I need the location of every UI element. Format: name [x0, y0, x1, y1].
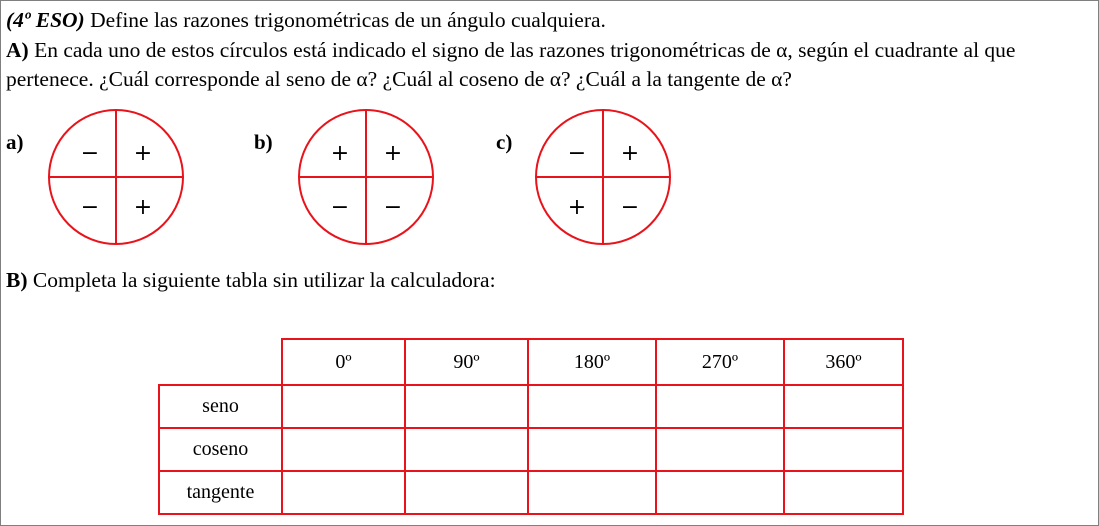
exercise-title: Define las razones trigonométricas de un ángulo cualquiera.	[84, 8, 606, 32]
table-cell[interactable]	[282, 471, 405, 514]
table-header-cell: 360º	[784, 339, 903, 385]
circle-a-q4-sign: +	[133, 195, 153, 220]
circle-c-q3-sign: +	[567, 195, 587, 220]
circle-c-q1-sign: +	[620, 141, 640, 166]
table-corner-cell	[159, 339, 282, 385]
part-a-statement	[6, 36, 1092, 94]
table-cell[interactable]	[784, 471, 903, 514]
table-header-cell: 180º	[528, 339, 656, 385]
trig-values-table	[158, 338, 904, 515]
level-label: (4º ESO)	[6, 8, 85, 32]
table-cell[interactable]	[656, 428, 784, 471]
circle-b-q1-sign: +	[383, 141, 403, 166]
table-cell[interactable]	[784, 428, 903, 471]
table-header-cell: 270º	[656, 339, 784, 385]
circle-a-label: a)	[6, 130, 24, 154]
table-row	[159, 428, 903, 471]
table-row	[159, 471, 903, 514]
circle-a	[45, 106, 187, 248]
part-b-statement	[6, 268, 496, 293]
circle-b	[295, 106, 437, 248]
part-a-text: En cada uno de estos círculos está indicado el signo de las razones trigonométricas de α, según el cuadrante al que pertenece. ¿Cuál corresponde al seno de α? ¿Cuál al coseno de α? ¿Cuál a la tangente de α?	[6, 38, 1016, 91]
table-cell[interactable]	[528, 428, 656, 471]
circle-b-q3-sign: −	[330, 195, 350, 220]
exercise-heading	[6, 6, 1092, 35]
part-b-text: Completa la siguiente tabla sin utilizar la calculadora:	[27, 268, 496, 292]
table-cell[interactable]	[405, 428, 528, 471]
circle-c-q4-sign: −	[620, 195, 640, 220]
part-b-label: B)	[6, 268, 28, 292]
table-cell[interactable]	[656, 385, 784, 428]
table-header-cell: 90º	[405, 339, 528, 385]
row-label-coseno: coseno	[159, 428, 282, 471]
circle-c	[532, 106, 674, 248]
table-cell[interactable]	[784, 385, 903, 428]
table-cell[interactable]	[282, 385, 405, 428]
table-cell[interactable]	[405, 385, 528, 428]
circle-c-q2-sign: −	[567, 141, 587, 166]
circle-a-q2-sign: −	[80, 141, 100, 166]
table-cell[interactable]	[656, 471, 784, 514]
table-cell[interactable]	[405, 471, 528, 514]
circle-a-q1-sign: +	[133, 141, 153, 166]
row-label-tangente: tangente	[159, 471, 282, 514]
circle-b-q2-sign: +	[330, 141, 350, 166]
table-header-cell: 0º	[282, 339, 405, 385]
circle-b-label: b)	[254, 130, 273, 154]
table-cell[interactable]	[282, 428, 405, 471]
table-row	[159, 385, 903, 428]
circle-b-q4-sign: −	[383, 195, 403, 220]
table-header-row	[159, 339, 903, 385]
row-label-seno: seno	[159, 385, 282, 428]
circle-a-q3-sign: −	[80, 195, 100, 220]
table-cell[interactable]	[528, 385, 656, 428]
part-a-label: A)	[6, 38, 29, 62]
circle-c-label: c)	[496, 130, 513, 154]
table-cell[interactable]	[528, 471, 656, 514]
